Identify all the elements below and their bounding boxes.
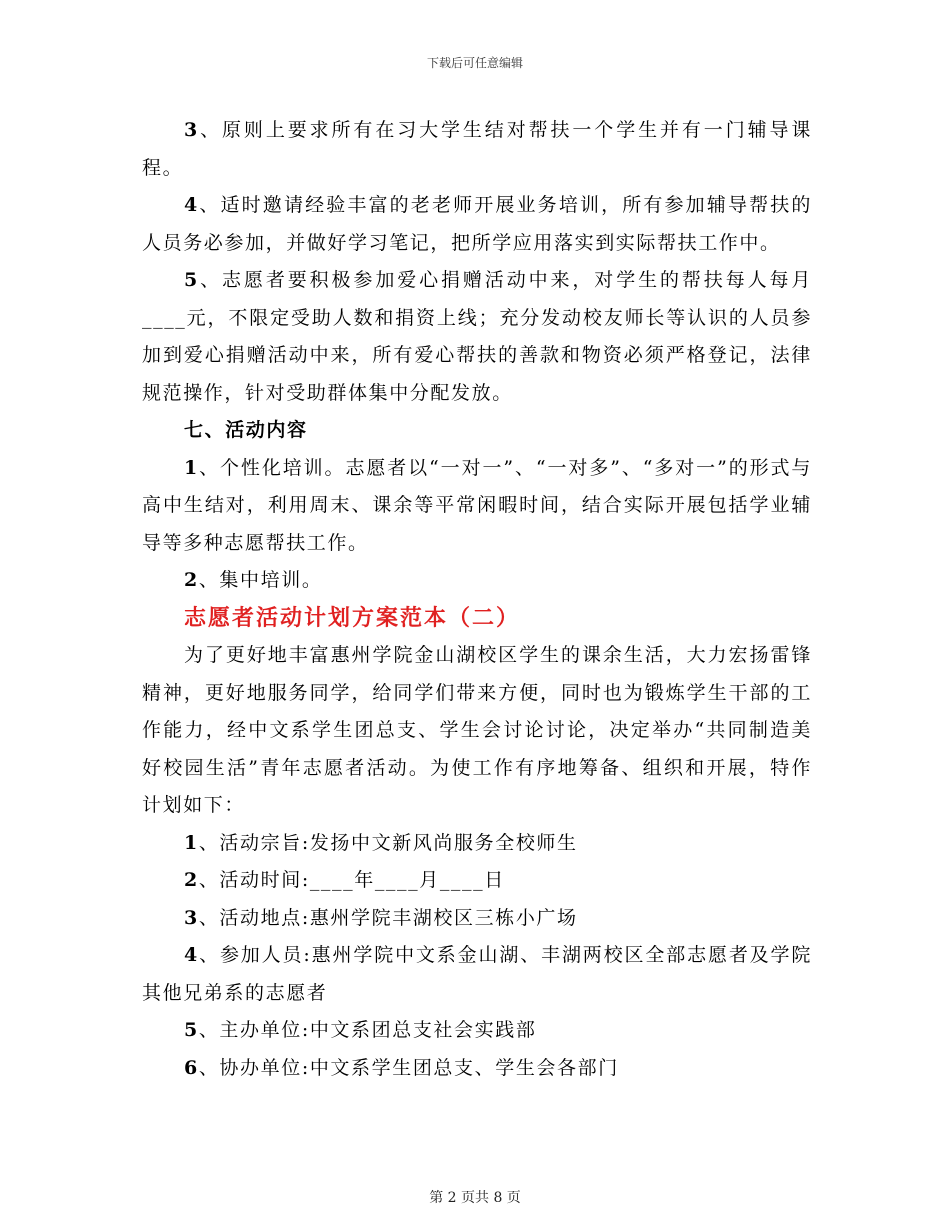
item-number: 5 (184, 1019, 199, 1041)
item-number: 2 (184, 869, 199, 891)
plan-item-2 (142, 862, 812, 900)
item-text: 、适时邀请经验丰富的老老师开展业务培训，所有参加辅导帮扶的人员务必参加，并做好学习笔记，把所学应用落实到实际帮扶工作中。 (142, 194, 812, 254)
item-text: 、个性化培训。志愿者以“一对一”、“一对多”、“多对一”的形式与高中生结对，利用周末、课余等平常闲暇时间，结合实际开展包括学业辅导等多种志愿帮扶工作。 (142, 456, 812, 554)
plan-item-5 (142, 1012, 812, 1050)
plan-item-6 (142, 1050, 812, 1088)
item-number: 4 (184, 944, 199, 966)
item-text: 、活动时间:____年____月____日 (198, 869, 505, 891)
paragraph-item-4 (142, 187, 812, 262)
item-text: 、原则上要求所有在习大学生结对帮扶一个学生并有一门辅导课程。 (142, 119, 812, 179)
item-text: 、活动地点:惠州学院丰湖校区三栋小广场 (198, 906, 578, 929)
plan-item-3 (142, 900, 812, 938)
section-intro: 为了更好地丰富惠州学院金山湖校区学生的课余生活，大力宏扬雷锋精神，更好地服务同学，给同学们带来方便，同时也为锻炼学生干部的工作能力，经中文系学生团总支、学生会讨论讨论，决定举办“共同制造美好校园生活”青年志愿者活动。为使工作有序地筹备、组织和开展，特作计划如下： (142, 644, 812, 816)
section-title: 志愿者活动计划方案范本（二） (184, 604, 521, 631)
item-number: 6 (184, 1056, 199, 1079)
item-number: 3 (184, 906, 199, 929)
item-text: 元，不限定受助人数和捐资上线；充分发动校友师长等认识的人员参加到爱心捐赠活动中来，所有爱心帮扶的善款和物资必须严格登记，法律规范操作，针对受助群体集中分配发放。 (142, 306, 812, 404)
plan-item-1 (142, 825, 812, 863)
item-text: 、活动宗旨:发扬中文新风尚服务全校师生 (198, 831, 578, 854)
item-number: 1 (184, 456, 199, 479)
paragraph-item-3 (142, 112, 812, 187)
item-number: 4 (184, 194, 199, 216)
item-text: 、协办单位:中文系学生团总支、学生会各部门 (198, 1056, 619, 1079)
page-header: 下载后可任意编辑 (426, 56, 523, 70)
paragraph-content-2 (142, 562, 812, 600)
item-text: 、志愿者要积极参加爱心捐赠活动中来，对学生的帮扶每人每月 (198, 269, 812, 291)
page-footer: 第 2 页共 8 页 (429, 1190, 521, 1206)
item-number: 5 (184, 269, 199, 291)
item-number: 2 (184, 569, 199, 591)
item-number: 1 (184, 831, 199, 854)
item-text: 、集中培训。 (198, 569, 323, 591)
paragraph-item-5 (142, 262, 812, 412)
section-heading-7: 七、活动内容 (184, 419, 308, 441)
document-body (142, 112, 812, 1087)
item-text: 、主办单位:中文系团总支社会实践部 (198, 1019, 537, 1041)
amount-blank: ____ (142, 306, 187, 329)
item-number: 3 (184, 119, 199, 141)
item-text: 、参加人员:惠州学院中文系金山湖、丰湖两校区全部志愿者及学院其他兄弟系的志愿者 (142, 944, 812, 1004)
paragraph-content-1 (142, 450, 812, 563)
plan-item-4 (142, 937, 812, 1012)
